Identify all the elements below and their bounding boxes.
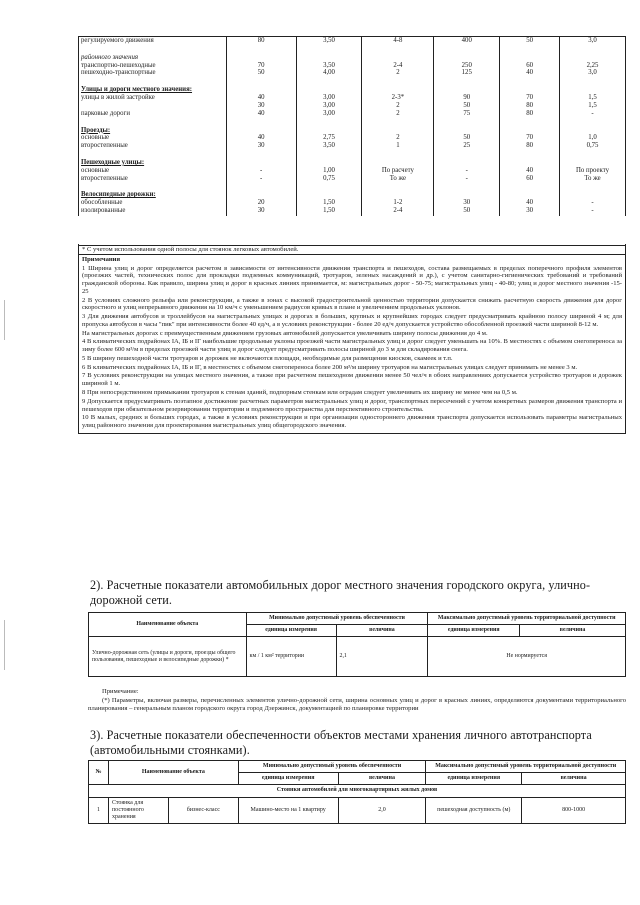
table-subheader: Стоянки автомобилей для многоквартирных жилых домов xyxy=(89,785,626,797)
row-value: 2,75 xyxy=(296,134,362,142)
row-value: 2-4 xyxy=(362,207,434,215)
row-label: улицы в жилой застройке xyxy=(79,94,227,102)
row-value: 30 xyxy=(226,142,296,150)
table-row xyxy=(79,110,626,118)
row-value xyxy=(560,127,626,135)
row-value: 50 xyxy=(434,134,500,142)
cell-value-2: 800-1000 xyxy=(522,797,626,824)
spacer-row xyxy=(79,118,626,127)
row-value: 1,00 xyxy=(296,167,362,175)
col-header-unit: единица измерения xyxy=(246,625,336,637)
table-row xyxy=(79,102,626,110)
row-value: - xyxy=(226,167,296,175)
col-header-name: Наименование объекта xyxy=(108,761,238,785)
row-value: 40 xyxy=(500,69,560,77)
row-value xyxy=(500,54,560,62)
row-value xyxy=(296,54,362,62)
note-item: 1 Ширина улиц и дорог определяется расчетом в зависимости от интенсивности движения транспорта и пешеходов, состава размещаемых в пределах поперечного профиля элементов (проезжих частей, технических полос для прокладки подземных коммуникаций, тротуаров, зеленых насаждений и др.), с учетом санитарно-гигиенических требований и требований гражданской обороны. Как правило, ширина улиц и дорог в красных линиях принимается, м: магистральных дорог - 50-75; магистральных улиц - 40-80; улиц и дорог местного значения -15-25 xyxy=(82,264,622,295)
note-item: 6 В климатических подрайонах IА, IБ и IГ, в местностях с объемом снегопереноса более 200 м³/м ширину тротуаров на магистральных улицах следует принимать не менее 3 м. xyxy=(82,363,578,371)
row-value: 1,50 xyxy=(296,207,362,215)
row-value: 20 xyxy=(226,199,296,207)
section-2-heading: 2). Расчетные показатели автомобильных дорог местного значения городского округа, улично-дорожной сети. xyxy=(90,578,591,608)
row-value: 1,5 xyxy=(560,102,626,110)
road-network-table xyxy=(88,612,626,677)
parking-table xyxy=(88,760,626,824)
row-value: 70 xyxy=(226,62,296,70)
row-value: - xyxy=(560,207,626,215)
row-value: 50 xyxy=(226,69,296,77)
row-value: 400 xyxy=(434,37,500,45)
row-value xyxy=(560,191,626,199)
row-label: обособленные xyxy=(79,199,227,207)
cell-name: Стоянка для постоянного хранения xyxy=(108,797,168,824)
row-value xyxy=(500,159,560,167)
row-value xyxy=(226,191,296,199)
notes-title: Примечания xyxy=(82,255,121,263)
row-value xyxy=(226,54,296,62)
col-header-unit-2: единица измерения xyxy=(428,625,520,637)
row-value: 3,00 xyxy=(296,110,362,118)
row-value: 3,50 xyxy=(296,37,362,45)
row-value: 3,00 xyxy=(296,102,362,110)
note-item: 5 В ширину пешеходной части тротуаров и дорожек не включаются площади, необходимые для размещения киосков, скамеек и т.п. xyxy=(82,354,453,362)
cell-value: 2,1 xyxy=(336,637,428,677)
table-row xyxy=(79,69,626,77)
table-notes xyxy=(78,244,626,434)
row-value xyxy=(500,86,560,94)
row-value: 25 xyxy=(434,142,500,150)
row-value xyxy=(434,159,500,167)
row-value xyxy=(226,127,296,135)
table-row xyxy=(79,37,626,45)
row-value: 3,00 xyxy=(296,94,362,102)
row-value: 2 xyxy=(362,134,434,142)
row-value: 70 xyxy=(500,94,560,102)
row-value: 0,75 xyxy=(560,142,626,150)
row-value: 125 xyxy=(434,69,500,77)
scan-edge-mark xyxy=(4,300,5,340)
street-parameters-table xyxy=(78,36,626,216)
row-value: 60 xyxy=(500,62,560,70)
note-item: 2 В условиях сложного рельефа или реконструкции, а также в зонах с высокой градостроительной ценностью территории допускается снижать расчетную скорость движения для дорог скоростного и улиц непрерывного движения на 10 км/ч с уменьшением радиусов кривых в плане и увеличением продольных уклонов. xyxy=(82,296,622,312)
table-row xyxy=(79,175,626,183)
cell-class: бизнес-класс xyxy=(168,797,238,824)
row-value: То же xyxy=(560,175,626,183)
row-value: 1,5 xyxy=(560,94,626,102)
row-label: основные xyxy=(79,167,227,175)
row-value: - xyxy=(434,175,500,183)
row-value: 80 xyxy=(500,110,560,118)
row-value xyxy=(560,54,626,62)
cell-unit: км / 1 км² территории xyxy=(246,637,336,677)
row-label: второстепенные xyxy=(79,142,227,150)
row-value xyxy=(434,86,500,94)
row-value xyxy=(226,86,296,94)
row-label: регулируемого движения xyxy=(79,37,227,45)
scan-edge-mark xyxy=(4,620,5,670)
spacer-row xyxy=(79,45,626,54)
table-bottom-edge xyxy=(79,215,626,216)
table-row xyxy=(79,62,626,70)
col-header-min: Минимально допустимый уровень обеспеченности xyxy=(238,761,426,773)
row-value: - xyxy=(226,175,296,183)
table-row xyxy=(89,637,626,677)
row-value: 2-3* xyxy=(362,94,434,102)
row-label: основные xyxy=(79,134,227,142)
row-label xyxy=(79,102,227,110)
col-header-unit: единица измерения xyxy=(238,773,338,785)
table-row xyxy=(79,142,626,150)
row-value xyxy=(296,127,362,135)
cell-unit-2: пешеходная доступность (м) xyxy=(426,797,522,824)
row-value: 4-8 xyxy=(362,37,434,45)
table-row xyxy=(89,797,626,824)
row-value: - xyxy=(434,167,500,175)
table-row xyxy=(79,127,626,135)
row-value: 2-4 xyxy=(362,62,434,70)
row-value: - xyxy=(560,110,626,118)
note-item: На магистральных дорогах с преимущественным движением грузовых автомобилей допускается увеличивать ширину полосы движения до 4 м. xyxy=(82,329,488,337)
row-value xyxy=(560,159,626,167)
row-value: 250 xyxy=(434,62,500,70)
col-header-max: Максимально допустимый уровень территориальной доступности xyxy=(428,613,626,625)
table-row xyxy=(79,134,626,142)
col-header-value: величина xyxy=(338,773,426,785)
table-row xyxy=(79,86,626,94)
row-value: По расчету xyxy=(362,167,434,175)
row-value: 80 xyxy=(226,37,296,45)
row-value: 70 xyxy=(500,134,560,142)
row-value: 40 xyxy=(226,94,296,102)
col-header-value-2: величина xyxy=(520,625,626,637)
spacer-row xyxy=(79,77,626,86)
row-value: 40 xyxy=(500,167,560,175)
row-value: 0,75 xyxy=(296,175,362,183)
row-value: 2 xyxy=(362,110,434,118)
cell-max: Не нормируется xyxy=(428,637,626,677)
row-value: 30 xyxy=(226,207,296,215)
row-value: 80 xyxy=(500,102,560,110)
row-value xyxy=(434,54,500,62)
row-value: По проекту xyxy=(560,167,626,175)
col-header-min: Минимально допустимый уровень обеспеченности xyxy=(246,613,428,625)
row-label: Пешеходные улицы: xyxy=(79,159,227,167)
row-value: 50 xyxy=(434,102,500,110)
row-value xyxy=(500,127,560,135)
row-label: парковые дороги xyxy=(79,110,227,118)
note-title: Примечание: xyxy=(102,688,139,695)
row-value: - xyxy=(560,199,626,207)
table-row xyxy=(79,207,626,215)
col-header-value-2: величина xyxy=(522,773,626,785)
row-value: То же xyxy=(362,175,434,183)
row-label: Улицы и дороги местного значения: xyxy=(79,86,227,94)
note-item: 4 В климатических подрайонах IА, IБ и IГ наибольшие продольные уклоны проезжей части магистральных улиц и дорог следует уменьшать на 10%. В местностях с объемом снегопереноса за зиму более 600 м³/м в пределах проезжей части улиц и дорог следует предусматривать полосы шириной до 3 м для складирования снега. xyxy=(82,338,622,354)
note-item: 9 Допускается предусматривать поэтапное достижение расчетных параметров магистральных улиц и дорог, транспортных пересечений с учетом конкретных размеров движения транспорта и пешеходов при обязательном резервировании территории и подземного пространства для перспективного строительства. xyxy=(82,397,622,413)
table-row xyxy=(79,159,626,167)
row-value: 40 xyxy=(500,199,560,207)
row-value: 40 xyxy=(226,134,296,142)
col-header-value: величина xyxy=(336,625,428,637)
row-value xyxy=(434,191,500,199)
row-label: Велосипедные дорожки: xyxy=(79,191,227,199)
row-value xyxy=(500,191,560,199)
row-value: 60 xyxy=(500,175,560,183)
row-value xyxy=(362,86,434,94)
row-value xyxy=(434,127,500,135)
spacer-row xyxy=(79,182,626,191)
row-label: транспортно-пешеходные xyxy=(79,62,227,70)
note-text: (*) Параметры, включая размеры, перечисленных элементов улично-дорожной сети, ширина основных улиц и дорог в красных линиях, определяются документами территориального планирования – генеральным планом городского округа город Дзержинск, документацией по планировке территории xyxy=(88,696,626,713)
table-row xyxy=(79,191,626,199)
table-footnote: * С учетом использования одной полосы для стоянок легковых автомобилей. xyxy=(79,245,625,255)
cell-value: 2,0 xyxy=(338,797,426,824)
row-value: 3,0 xyxy=(560,37,626,45)
col-header-no: № xyxy=(89,761,109,785)
note-item: 8 При непосредственном примыкании тротуаров к стенам зданий, подпорным стенкам или оградам следует увеличивать их ширину не менее чем на 0,5 м. xyxy=(82,389,518,397)
row-value: 2 xyxy=(362,69,434,77)
row-value xyxy=(226,159,296,167)
row-value: 3,50 xyxy=(296,62,362,70)
col-header-max: Максимально допустимый уровень территориальной доступности xyxy=(426,761,626,773)
row-value: 30 xyxy=(500,207,560,215)
row-value: 30 xyxy=(226,102,296,110)
row-value: 30 xyxy=(434,199,500,207)
row-value: 80 xyxy=(500,142,560,150)
row-value xyxy=(362,191,434,199)
row-value xyxy=(296,191,362,199)
col-header-unit-2: единица измерения xyxy=(426,773,522,785)
row-value: 1,50 xyxy=(296,199,362,207)
cell-name: Улично-дорожная сеть (улицы и дороги, проезды общего пользования, пешеходные и велосипедные дорожки) * xyxy=(89,637,247,677)
table-row xyxy=(79,54,626,62)
table-row xyxy=(79,167,626,175)
row-label: второстепенные xyxy=(79,175,227,183)
row-value: 1,0 xyxy=(560,134,626,142)
row-value xyxy=(296,86,362,94)
cell-unit: Машино-место на 1 квартиру xyxy=(238,797,338,824)
section-2-note xyxy=(88,688,626,714)
row-value xyxy=(296,159,362,167)
table-row xyxy=(79,94,626,102)
row-label: районного значения xyxy=(79,54,227,62)
row-value: 40 xyxy=(226,110,296,118)
row-value: 2 xyxy=(362,102,434,110)
row-value: 50 xyxy=(434,207,500,215)
row-label: пешеходно-транспортные xyxy=(79,69,227,77)
row-value xyxy=(362,159,434,167)
row-value: 2,25 xyxy=(560,62,626,70)
row-value: 1-2 xyxy=(362,199,434,207)
row-value xyxy=(560,86,626,94)
section-3-heading: 3). Расчетные показатели обеспеченности объектов местами хранения личного автотранспорта (автомобильными стоянками). xyxy=(90,728,592,758)
note-item: 7 В условиях реконструкции на улицах местного значения, а также при расчетном пешеходном движении менее 50 чел/ч в обоих направлениях допускается устройство тротуаров и дорожек шириной 1 м. xyxy=(82,372,622,388)
spacer-row xyxy=(79,150,626,159)
row-value: 90 xyxy=(434,94,500,102)
row-value xyxy=(362,54,434,62)
row-value: 3,50 xyxy=(296,142,362,150)
col-header-name: Наименование объекта xyxy=(89,613,247,637)
row-value: 75 xyxy=(434,110,500,118)
row-value xyxy=(362,127,434,135)
note-item: 10 В малых, средних и больших городах, а также в условиях реконструкции и при организации одностороннего движения транспорта допускается использовать параметры магистральных улиц районного значения для проектирования магистральных улиц общегородского значения. xyxy=(82,414,622,430)
row-value: 3,0 xyxy=(560,69,626,77)
row-label: изолированные xyxy=(79,207,227,215)
row-value: 4,00 xyxy=(296,69,362,77)
note-item: 3 Для движения автобусов и троллейбусов на магистральных улицах и дорогах в больших, крупных и крупнейших городах следует предусматривать крайнюю полосу шириной 4 м; для пропуска автобусов в часы "пик" при интенсивности более 40 ед/ч, а в условиях реконструкции - более 20 ед/ч допускается устройство обособленной проезжей части шириной 8-12 м. xyxy=(82,313,622,328)
row-value: 1 xyxy=(362,142,434,150)
row-value: 50 xyxy=(500,37,560,45)
cell-no: 1 xyxy=(89,797,109,824)
table-row xyxy=(79,199,626,207)
row-label: Проезды: xyxy=(79,127,227,135)
